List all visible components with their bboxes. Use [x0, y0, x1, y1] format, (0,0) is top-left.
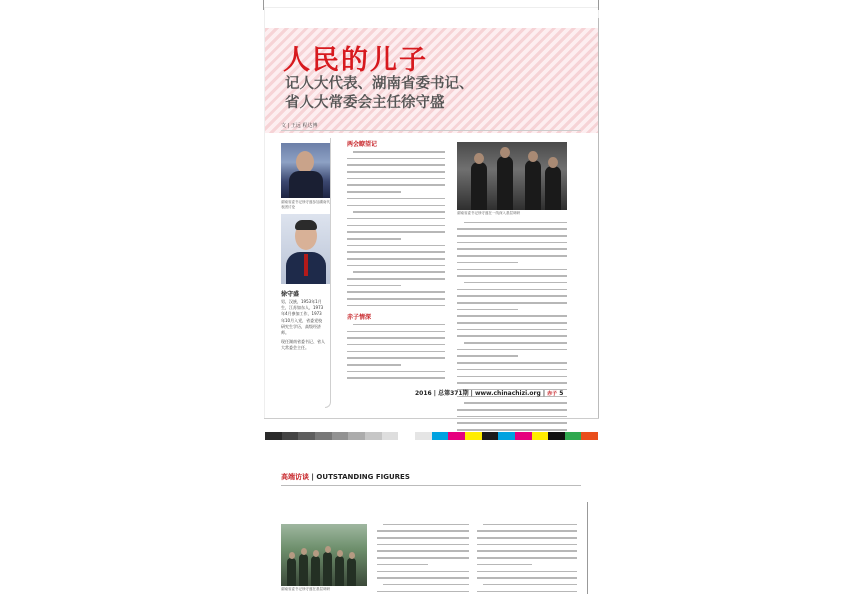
magazine-page-bottom — [265, 452, 598, 594]
body-text-lines — [477, 524, 577, 594]
subtitle-line: 省人大常委会主任徐守盛 — [285, 95, 445, 111]
text-line — [477, 564, 577, 569]
text-line — [477, 577, 577, 582]
text-line — [457, 422, 567, 427]
photo-caption: 湖南省委书记徐守盛在一线深入基层调研 — [457, 211, 520, 215]
text-line — [347, 337, 445, 342]
text-line — [457, 349, 567, 354]
text-line — [347, 184, 445, 189]
text-line — [457, 228, 567, 233]
color-swatch — [581, 432, 598, 440]
color-swatch — [565, 432, 582, 440]
text-line — [457, 269, 567, 274]
bio-text — [281, 299, 325, 355]
text-line — [457, 315, 567, 320]
color-swatch — [265, 432, 282, 440]
text-line — [347, 191, 445, 196]
portrait-photo — [281, 214, 331, 284]
text-line — [457, 282, 567, 287]
section-heading: 赤子情深 — [347, 313, 372, 321]
color-swatch — [415, 432, 432, 440]
color-swatch — [348, 432, 365, 440]
text-line — [477, 530, 577, 535]
color-registration-bar — [265, 432, 598, 440]
text-line — [347, 238, 445, 243]
section-header — [281, 472, 410, 482]
body-text-lines — [347, 324, 445, 383]
text-line — [457, 235, 567, 240]
text-line — [347, 371, 445, 376]
color-swatch — [315, 432, 332, 440]
text-line — [347, 151, 445, 156]
color-swatch — [432, 432, 449, 440]
photo-caption: 湖南省委书记徐守盛在基层调研 — [281, 587, 330, 591]
text-line — [377, 537, 469, 542]
text-column-1 — [347, 142, 445, 382]
text-line — [457, 248, 567, 253]
text-line — [477, 584, 577, 589]
text-line — [457, 289, 567, 294]
color-swatch — [365, 432, 382, 440]
body-text-lines — [347, 151, 445, 310]
text-line — [347, 258, 445, 263]
text-line — [457, 376, 567, 381]
text-line — [377, 550, 469, 555]
text-line — [457, 302, 567, 307]
text-line — [477, 550, 577, 555]
text-line — [457, 322, 567, 327]
text-line — [347, 265, 445, 270]
photo-caption: 湖南省委书记徐守盛参加湖南代表团讨论 — [281, 200, 330, 209]
section-heading: 两会瞭望记 — [347, 141, 378, 148]
text-line — [457, 382, 567, 387]
magazine-page-top — [265, 8, 598, 418]
color-swatch — [515, 432, 532, 440]
text-line — [477, 571, 577, 576]
text-line — [457, 242, 567, 247]
trim-line — [598, 18, 599, 418]
crop-mark — [263, 0, 264, 10]
text-line — [347, 291, 445, 296]
color-swatch — [282, 432, 299, 440]
color-swatch — [482, 432, 499, 440]
text-line — [457, 329, 567, 334]
text-line — [457, 222, 567, 227]
text-line — [347, 251, 445, 256]
color-swatch — [448, 432, 465, 440]
byline: 文 | 王远 程达博 — [281, 123, 318, 129]
text-line — [457, 409, 567, 414]
text-line — [347, 245, 445, 250]
bio-paragraph: 男，汉族，1953年1月生，江苏如东人，1973年4月参加工作，1973年10月入党，省委党校研究生学历，高级经济师。 — [281, 299, 324, 336]
text-line — [377, 577, 469, 582]
text-line — [377, 557, 469, 562]
color-swatch — [498, 432, 515, 440]
field-visit-photo — [457, 142, 567, 210]
text-line — [347, 357, 445, 362]
text-line — [457, 295, 567, 300]
bio-name: 徐守盛 — [281, 291, 300, 298]
trim-line — [264, 418, 599, 419]
text-line — [457, 369, 567, 374]
text-line — [347, 231, 445, 236]
text-line — [347, 298, 445, 303]
text-line — [377, 571, 469, 576]
text-line — [347, 158, 445, 163]
text-line — [347, 271, 445, 276]
text-line — [457, 342, 567, 347]
text-column-2 — [457, 220, 567, 441]
trim-line — [587, 502, 588, 594]
text-line — [477, 537, 577, 542]
text-line — [477, 591, 577, 594]
section-header-english: | OUTSTANDING FIGURES — [309, 473, 410, 481]
bio-paragraph: 现任湖南省委书记、省人大常委会主任。 — [281, 339, 325, 351]
body-text-lines — [457, 222, 567, 441]
text-line — [457, 255, 567, 260]
text-line — [377, 591, 469, 594]
text-line — [347, 205, 445, 210]
text-line — [347, 278, 445, 283]
text-line — [377, 530, 469, 535]
bio-frame — [325, 138, 331, 408]
text-line — [457, 309, 567, 314]
text-line — [347, 305, 445, 310]
text-column-4 — [477, 522, 577, 594]
text-line — [477, 557, 577, 562]
text-line — [347, 331, 445, 336]
crop-mark — [598, 0, 599, 10]
text-line — [477, 524, 577, 529]
page-number: 5 — [559, 390, 564, 397]
text-line — [347, 344, 445, 349]
magazine-brand: 赤子 — [547, 391, 558, 397]
group-photo — [281, 524, 367, 586]
text-line — [457, 335, 567, 340]
text-column-3 — [377, 522, 469, 594]
article-title: 人民的儿子 — [283, 45, 428, 76]
color-swatch — [532, 432, 549, 440]
text-line — [457, 355, 567, 360]
divider — [281, 130, 581, 131]
text-line — [347, 198, 445, 203]
text-line — [457, 362, 567, 367]
text-line — [347, 364, 445, 369]
color-swatch — [398, 432, 415, 440]
text-line — [477, 544, 577, 549]
text-line — [457, 275, 567, 280]
text-line — [347, 218, 445, 223]
color-swatch — [548, 432, 565, 440]
text-line — [457, 402, 567, 407]
text-line — [347, 324, 445, 329]
issue-info: 2016 | 总第371期 | www.chinachizi.org | — [415, 390, 546, 397]
text-line — [347, 351, 445, 356]
text-line — [347, 285, 445, 290]
text-line — [347, 178, 445, 183]
subtitle-line: 记人大代表、湖南省委书记、 — [285, 76, 474, 92]
color-swatch — [382, 432, 399, 440]
text-line — [347, 225, 445, 230]
color-swatch — [332, 432, 349, 440]
color-swatch — [298, 432, 315, 440]
text-line — [347, 164, 445, 169]
section-header-highlight: 高端访谈 — [281, 473, 309, 481]
text-line — [377, 524, 469, 529]
meeting-photo — [281, 143, 331, 198]
text-line — [347, 171, 445, 176]
text-line — [377, 544, 469, 549]
text-line — [377, 584, 469, 589]
text-line — [347, 211, 445, 216]
text-line — [377, 564, 469, 569]
body-text-lines — [377, 524, 469, 594]
page-footer — [415, 388, 563, 397]
color-swatch — [465, 432, 482, 440]
text-line — [347, 377, 445, 382]
divider — [281, 485, 581, 486]
text-line — [457, 262, 567, 267]
article-subtitle — [285, 75, 474, 113]
